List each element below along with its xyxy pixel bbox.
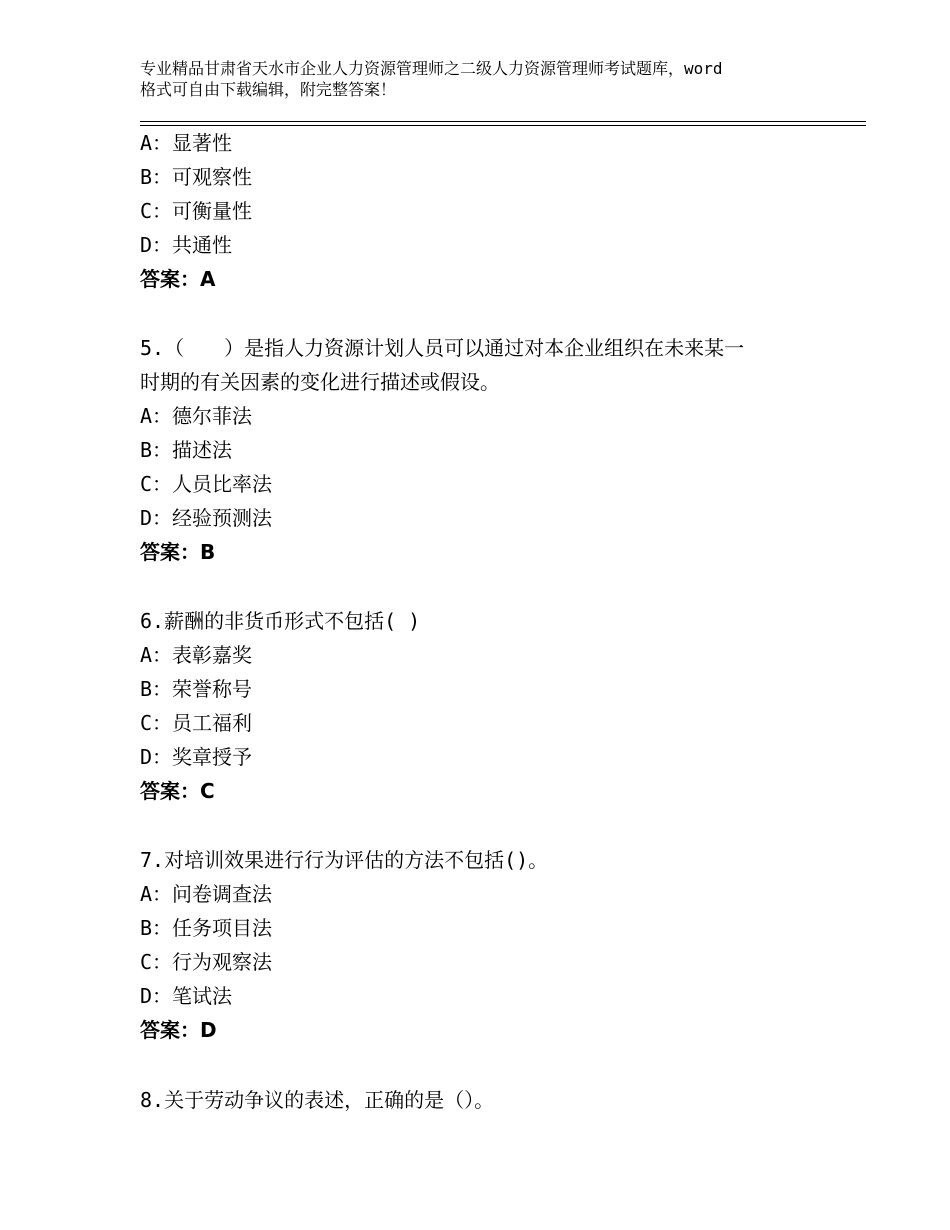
q6-option-a: A：表彰嘉奖 [140, 643, 253, 667]
q7-option-b: B：任务项目法 [140, 916, 273, 940]
q7-option-a: A：问卷调查法 [140, 882, 273, 906]
q6-answer: 答案：C [140, 779, 215, 803]
q6-option-d: D：奖章授予 [140, 745, 253, 769]
q5-option-c: C：人员比率法 [140, 472, 273, 496]
q7-option-c: C：行为观察法 [140, 950, 273, 974]
q5-option-a: A：德尔菲法 [140, 404, 253, 428]
q7-option-d: D：笔试法 [140, 984, 233, 1008]
header-title-line-2: 格式可自由下载编辑，附完整答案！ [140, 80, 397, 99]
q7-answer: 答案：D [140, 1018, 217, 1042]
q5-answer: 答案：B [140, 540, 216, 564]
header-title-line-1: 专业精品甘肃省天水市企业人力资源管理师之二级人力资源管理师考试题库，word [140, 59, 723, 78]
q4-option-c: C：可衡量性 [140, 199, 253, 223]
q5-stem-line-1: 5.（ ）是指人力资源计划人员可以通过对本企业组织在未来某一 [140, 336, 745, 360]
q6-option-c: C：员工福利 [140, 711, 253, 735]
document-header [140, 58, 830, 100]
q5-option-b: B：描述法 [140, 438, 233, 462]
q5-option-d: D：经验预测法 [140, 506, 273, 530]
header-divider-top [140, 121, 866, 122]
q6-option-b: B：荣誉称号 [140, 677, 253, 701]
q8-stem: 8.关于劳动争议的表述，正确的是（）。 [140, 1088, 495, 1112]
q7-stem: 7.对培训效果进行行为评估的方法不包括()。 [140, 848, 549, 872]
q4-answer: 答案：A [140, 267, 216, 291]
q6-stem: 6.薪酬的非货币形式不包括( ) [140, 609, 421, 633]
q4-option-a: A：显著性 [140, 131, 233, 155]
q4-option-d: D：共通性 [140, 233, 233, 257]
header-divider-bottom [140, 125, 866, 126]
q4-option-b: B：可观察性 [140, 165, 253, 189]
q5-stem-line-2: 时期的有关因素的变化进行描述或假设。 [140, 370, 500, 394]
